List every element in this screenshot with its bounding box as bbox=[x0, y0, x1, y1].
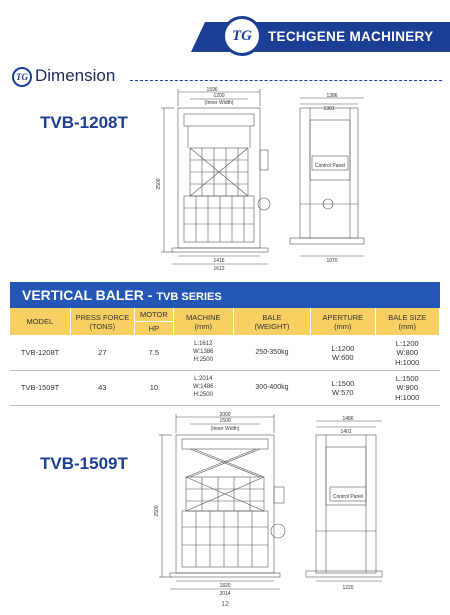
brand-logo-mark: TG bbox=[232, 27, 252, 44]
model-title-2: TVB-1509T bbox=[40, 454, 128, 473]
th-aperture: APERTURE (mm) bbox=[311, 308, 375, 336]
brand-logo-icon bbox=[222, 16, 262, 56]
dim1-side-outer: 1386 bbox=[326, 93, 338, 99]
dim2-inner-label: (Inner Width) bbox=[210, 426, 240, 432]
top-cylinder-housing bbox=[184, 114, 254, 126]
header bbox=[0, 0, 450, 72]
cell-press-force: 27 bbox=[70, 336, 134, 371]
dim2-side-base: 1220 bbox=[342, 585, 354, 591]
cell-press-force: 43 bbox=[70, 371, 134, 406]
dim1-front-inner: 1200 bbox=[213, 93, 225, 99]
front-frame bbox=[176, 435, 274, 573]
side-frame bbox=[300, 108, 358, 238]
dim1-front-outer: 1596 bbox=[206, 87, 218, 93]
table-subtitle: TVB SERIES bbox=[156, 291, 222, 303]
spec-table-section bbox=[10, 282, 440, 406]
table-title-bar bbox=[10, 282, 440, 308]
cell-bale-size: L:1500 W:900 H:1000 bbox=[375, 371, 439, 406]
cell-aperture: L:1500 W:570 bbox=[311, 371, 375, 406]
dim1-side-inner: 1301 bbox=[323, 106, 335, 112]
section-title: Dimension bbox=[35, 66, 116, 85]
model-title-1: TVB-1208T bbox=[40, 113, 128, 132]
table-title: VERTICAL BALER - bbox=[22, 287, 157, 303]
cell-bale-size: L:1200 W:800 H:1000 bbox=[375, 336, 439, 371]
dim1-inner-label: (Inner Width) bbox=[204, 100, 234, 106]
cell-bale: 250-350kg bbox=[233, 336, 310, 371]
th-bale-size: BALE SIZE (mm) bbox=[375, 308, 439, 336]
th-model: MODEL bbox=[10, 308, 70, 336]
cell-model: TVB-1208T bbox=[10, 336, 70, 371]
chamber-door bbox=[184, 196, 254, 242]
th-press-force: PRESS FORCE (TONS) bbox=[70, 308, 134, 336]
cell-motor: 10 bbox=[135, 371, 174, 406]
cell-aperture: L:1200 W:600 bbox=[311, 336, 375, 371]
chamber-door bbox=[182, 511, 268, 567]
spec-table bbox=[10, 308, 440, 406]
dim2-front-outer: 2000 bbox=[219, 412, 231, 418]
cell-motor: 7.5 bbox=[135, 336, 174, 371]
brand-name: TECHGENE MACHINERY bbox=[268, 29, 434, 44]
handwheel bbox=[271, 524, 285, 538]
dim2-height: 2500 bbox=[154, 505, 160, 517]
section-logo-icon bbox=[12, 67, 32, 87]
control-box bbox=[274, 487, 284, 503]
dim2-base-2: 2014 bbox=[219, 591, 231, 597]
section-divider bbox=[130, 80, 442, 81]
dim1-side-base: 1070 bbox=[326, 258, 338, 264]
dim2-base-1: 1820 bbox=[219, 583, 231, 589]
page-number: 12 bbox=[221, 601, 229, 608]
drawing-tvb-1208t bbox=[150, 84, 430, 274]
dim2-side-outer: 1486 bbox=[342, 416, 354, 422]
dim1-base-2: 1612 bbox=[213, 266, 225, 272]
dim2-control-panel: Control Panel bbox=[332, 494, 364, 500]
dim1-base-1: 1416 bbox=[213, 258, 225, 264]
section-logo-mark: TG bbox=[16, 72, 28, 82]
dim2-side-inner: 1401 bbox=[340, 429, 352, 435]
th-machine: MACHINE (mm) bbox=[173, 308, 233, 336]
th-motor-unit: HP bbox=[135, 322, 174, 336]
cell-bale: 300-400kg bbox=[233, 371, 310, 406]
th-motor: MOTOR bbox=[135, 308, 174, 322]
top-cylinder-housing bbox=[182, 439, 268, 449]
table-row bbox=[10, 371, 440, 406]
dim1-height: 2500 bbox=[156, 178, 162, 190]
drawing-tvb-1509t bbox=[150, 411, 430, 597]
cell-model: TVB-1509T bbox=[10, 371, 70, 406]
dim2-front-inner: 1500 bbox=[219, 418, 231, 424]
cell-machine: L:1612 W:1386 H:2500 bbox=[173, 336, 233, 371]
side-frame bbox=[316, 435, 376, 573]
cell-machine: L:2014 W:1486 H:2500 bbox=[173, 371, 233, 406]
control-box bbox=[260, 150, 268, 170]
table-row bbox=[10, 336, 440, 371]
th-bale: BALE (WEIGHT) bbox=[233, 308, 310, 336]
front-frame bbox=[178, 108, 260, 248]
dim1-control-panel: Control Panel bbox=[314, 163, 346, 169]
